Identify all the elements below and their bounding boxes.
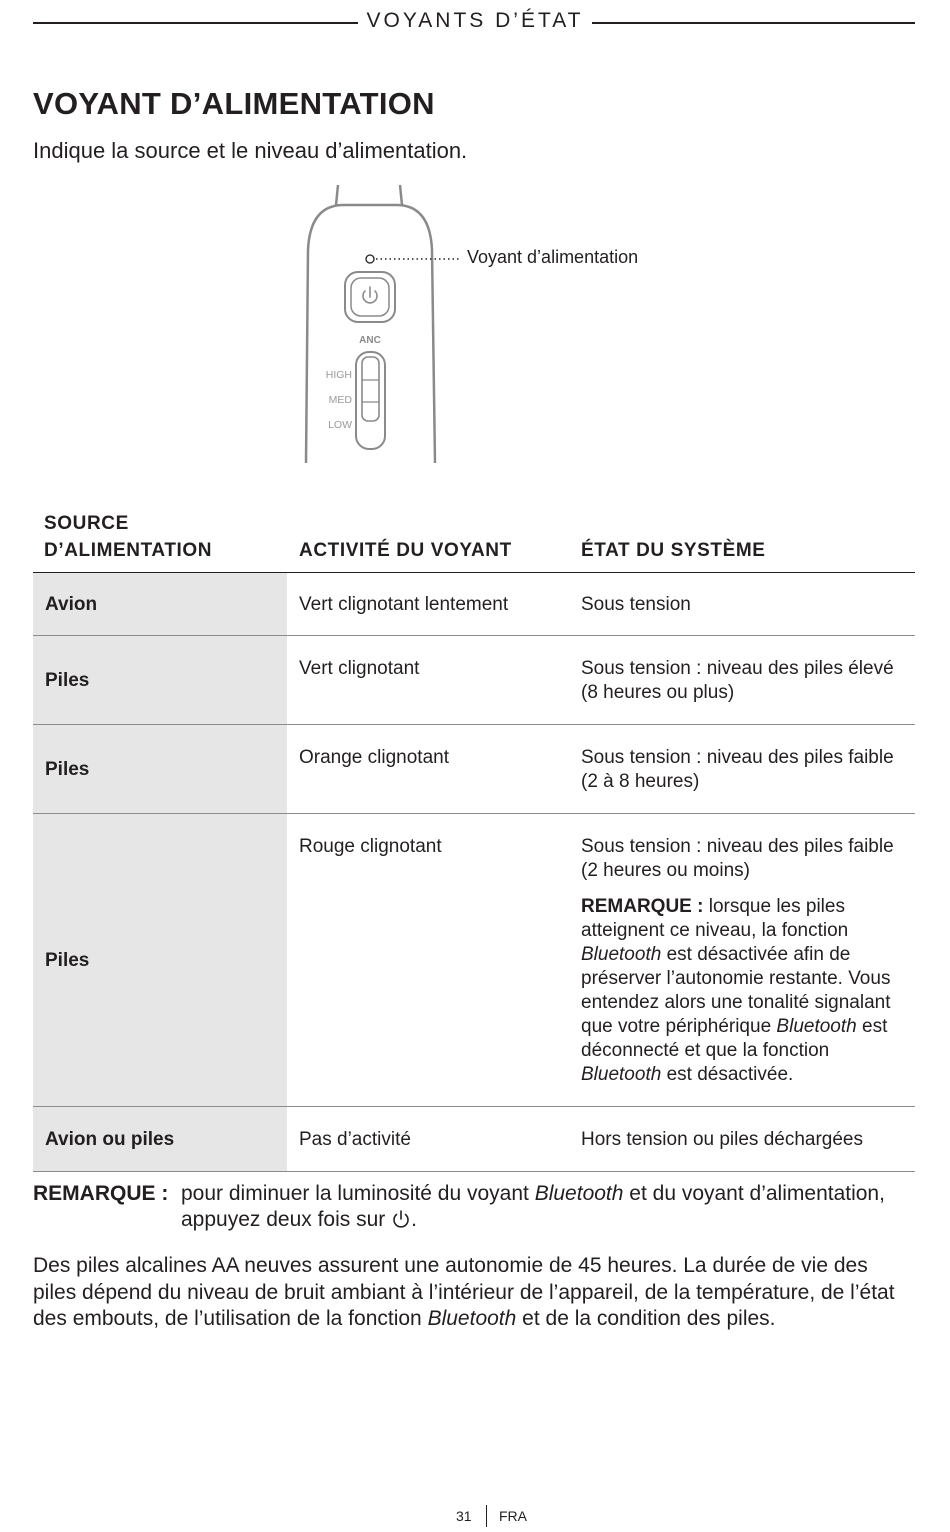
state-text: Sous tension : niveau des piles faible (2 heures ou moins) — [581, 836, 894, 881]
inline-note-text: est désactivée. — [661, 1064, 794, 1085]
column-header-source: SOURCE D’ALIMENTATION — [33, 510, 287, 573]
source-cell: Piles — [33, 814, 287, 1107]
page-number: 31 — [456, 1508, 472, 1524]
language-code: FRA — [499, 1508, 527, 1524]
activity-cell: Vert clignotant lentement — [287, 573, 569, 636]
paragraph-text-part: et de la condition des piles. — [516, 1307, 776, 1330]
bluetooth-term: Bluetooth — [534, 1182, 624, 1205]
table-row — [33, 725, 915, 814]
page-title: VOYANT D’ALIMENTATION — [33, 86, 435, 121]
anc-label: ANC — [359, 335, 381, 346]
table-row — [33, 814, 915, 1107]
state-cell: Sous tension : niveau des piles faible (2 à 8 heures) — [569, 725, 915, 814]
table-row — [33, 636, 915, 725]
inline-note-text: est désactivée afin de préserver l’autonomie restante. Vous entendez alors une tonalité signalant que votre périphérique — [581, 944, 891, 1037]
bluetooth-term: Bluetooth — [776, 1016, 857, 1037]
section-header-text: VOYANTS D’ÉTAT — [358, 9, 591, 32]
footer-separator — [486, 1505, 487, 1527]
activity-cell: Vert clignotant — [287, 636, 569, 725]
activity-cell: Rouge clignotant — [287, 814, 569, 1107]
paragraph-text-part: Des piles alcalines AA neuves assurent une autonomie de 45 heures. La durée de vie des piles dépend du niveau de bruit ambiant à l’intérieur de l’appareil, de la température, de l’état des embouts, de l’utilisation de la fonction — [33, 1254, 895, 1330]
state-cell: Sous tension : niveau des piles élevé (8 heures ou plus) — [569, 636, 915, 725]
bluetooth-term: Bluetooth — [581, 1064, 662, 1085]
remark-text — [181, 1181, 893, 1233]
state-cell — [569, 814, 915, 1107]
remark-label: REMARQUE : — [33, 1182, 169, 1205]
remark-text-part: pour diminuer la luminosité du voyant — [181, 1182, 535, 1205]
column-header-activity: ACTIVITÉ DU VOYANT — [287, 510, 569, 573]
anc-slider-track — [356, 352, 385, 449]
inline-note — [581, 895, 903, 1087]
state-cell: Sous tension — [569, 573, 915, 636]
anc-level-low: LOW — [328, 419, 352, 431]
power-indicator-light — [366, 255, 374, 263]
cord-left — [336, 185, 338, 205]
power-indicator-callout: Voyant d’alimentation — [467, 247, 639, 267]
source-cell: Piles — [33, 725, 287, 814]
activity-cell: Pas d’activité — [287, 1107, 569, 1172]
bluetooth-term: Bluetooth — [427, 1307, 517, 1330]
power-status-table — [33, 510, 915, 1172]
inline-note-text: est déconnecté et que la fonction — [581, 1016, 888, 1061]
inline-note-label: REMARQUE : — [581, 896, 704, 917]
section-header — [0, 9, 950, 33]
cord-right — [400, 185, 402, 205]
anc-level-high: HIGH — [325, 369, 352, 381]
anc-level-med: MED — [328, 394, 352, 406]
remark-note — [33, 1181, 893, 1233]
activity-cell: Orange clignotant — [287, 725, 569, 814]
source-cell: Avion ou piles — [33, 1107, 287, 1172]
remark-text-part: . — [411, 1208, 417, 1231]
state-cell: Hors tension ou piles déchargées — [569, 1107, 915, 1172]
remark-text-part: et du voyant d’alimentation, appuyez deux fois sur — [181, 1182, 885, 1231]
inline-note-text: lorsque les piles atteignent ce niveau, la fonction — [581, 896, 849, 941]
bluetooth-term: Bluetooth — [581, 944, 662, 965]
anc-slider-knob — [362, 357, 379, 421]
power-icon — [363, 287, 377, 303]
power-icon — [391, 1209, 411, 1229]
column-header-state: ÉTAT DU SYSTÈME — [569, 510, 915, 573]
device-illustration — [290, 180, 690, 470]
intro-text: Indique la source et le niveau d’alimentation. — [33, 138, 468, 163]
device-body-outline — [306, 205, 435, 463]
table-row — [33, 573, 915, 636]
source-cell: Piles — [33, 636, 287, 725]
battery-life-paragraph — [33, 1253, 903, 1333]
source-cell: Avion — [33, 573, 287, 636]
table-header-row — [33, 510, 915, 573]
table-row — [33, 1107, 915, 1172]
